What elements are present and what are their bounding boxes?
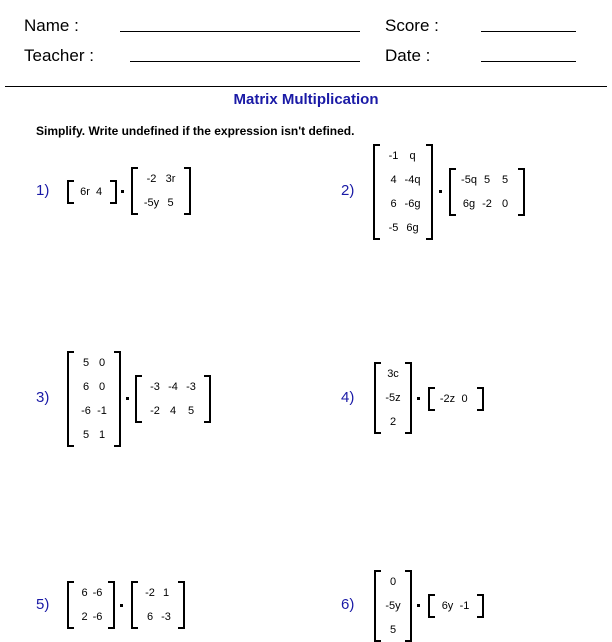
matrix-cell: 0 xyxy=(501,198,509,210)
matrix-cell: -2 xyxy=(150,405,160,417)
bracket-right xyxy=(114,351,121,447)
matrix-cell: -3 xyxy=(186,381,196,393)
matrix-cell: 5 xyxy=(82,429,90,441)
matrix-cell: 4 xyxy=(95,186,103,198)
bracket-right xyxy=(204,375,211,423)
instructions: Simplify. Write undefined if the expression isn't defined. xyxy=(36,124,355,138)
bracket-left xyxy=(131,581,138,629)
problem-number: 1) xyxy=(36,182,50,199)
bracket-left xyxy=(135,375,142,423)
matrix-cell: 4 xyxy=(169,405,177,417)
matrix-cell: -4q xyxy=(404,174,421,186)
page-title: Matrix Multiplication xyxy=(233,91,379,108)
problem-3-left-matrix xyxy=(67,351,121,447)
problem-5-left-matrix xyxy=(67,581,115,629)
problem-2-left-matrix xyxy=(373,144,433,240)
multiply-dot xyxy=(417,397,420,400)
matrix-cell: 3r xyxy=(165,173,176,185)
multiply-dot xyxy=(417,604,420,607)
bracket-right xyxy=(518,168,525,216)
bracket-left xyxy=(428,594,435,618)
matrix-cell: 5 xyxy=(82,357,90,369)
matrix-cell: 5 xyxy=(389,624,397,636)
multiply-dot xyxy=(126,397,129,400)
problem-3-right-matrix xyxy=(135,375,211,423)
matrix-cell: -5y xyxy=(143,197,160,209)
bracket-right xyxy=(405,570,412,642)
matrix-cell: 6 xyxy=(81,587,88,599)
matrix-cell: -6 xyxy=(92,587,103,599)
matrix-cell: q xyxy=(409,150,416,162)
matrix-cell: 4 xyxy=(390,174,397,186)
problem-number: 6) xyxy=(341,596,355,613)
problem-number: 2) xyxy=(341,182,355,199)
bracket-left xyxy=(449,168,456,216)
score-label: Score : xyxy=(385,16,439,35)
problem-6-right-matrix xyxy=(428,594,484,618)
problem-number: 5) xyxy=(36,596,50,613)
matrix-cell: 1 xyxy=(162,587,170,599)
bracket-right xyxy=(184,167,191,215)
problem-6-left-matrix xyxy=(374,570,412,642)
matrix-cell: -3 xyxy=(161,611,171,623)
multiply-dot xyxy=(120,604,123,607)
bracket-right xyxy=(178,581,185,629)
matrix-cell: 0 xyxy=(389,576,397,588)
date-line[interactable] xyxy=(481,61,576,62)
matrix-cell: 0 xyxy=(461,393,468,405)
matrix-cell: 6g xyxy=(406,222,419,234)
matrix-cell: 6r xyxy=(80,186,90,198)
matrix-cell: 6 xyxy=(82,381,90,393)
matrix-cell: 6 xyxy=(146,611,154,623)
matrix-cell: -1 xyxy=(97,405,107,417)
matrix-cell: -1 xyxy=(388,150,399,162)
matrix-cell: 3c xyxy=(387,368,399,380)
problem-number: 3) xyxy=(36,389,50,406)
multiply-dot xyxy=(439,190,442,193)
matrix-cell: 5 xyxy=(167,197,174,209)
bracket-right xyxy=(426,144,433,240)
bracket-left xyxy=(67,581,74,629)
matrix-cell: -5q xyxy=(461,174,477,186)
bracket-left xyxy=(374,570,381,642)
teacher-line[interactable] xyxy=(130,61,360,62)
matrix-cell: 2 xyxy=(389,416,397,428)
bracket-left xyxy=(373,144,380,240)
bracket-left xyxy=(131,167,138,215)
date-label: Date : xyxy=(385,46,431,65)
problem-4-right-matrix xyxy=(428,387,484,411)
matrix-cell: -5z xyxy=(385,392,401,404)
bracket-left xyxy=(428,387,435,411)
matrix-cell: -2z xyxy=(439,393,456,405)
matrix-cell: 1 xyxy=(98,429,106,441)
matrix-cell: -2 xyxy=(146,173,157,185)
bracket-right xyxy=(110,180,117,204)
matrix-cell: -4 xyxy=(168,381,178,393)
name-line[interactable] xyxy=(120,31,360,32)
matrix-cell: -6 xyxy=(92,611,103,623)
matrix-cell: -3 xyxy=(150,381,160,393)
name-label: Name : xyxy=(24,16,79,35)
matrix-cell: -6g xyxy=(404,198,421,210)
matrix-cell: -5y xyxy=(385,600,401,612)
problem-5-right-matrix xyxy=(131,581,185,629)
matrix-cell: 5 xyxy=(187,405,195,417)
problem-4-left-matrix xyxy=(374,362,412,434)
matrix-cell: -5 xyxy=(388,222,399,234)
multiply-dot xyxy=(121,190,124,193)
teacher-label: Teacher : xyxy=(24,46,94,65)
bracket-right xyxy=(477,594,484,618)
matrix-cell: 0 xyxy=(98,381,106,393)
problem-1-left-matrix xyxy=(67,180,117,204)
bracket-right xyxy=(108,581,115,629)
bracket-left xyxy=(67,180,74,204)
matrix-cell: -6 xyxy=(81,405,91,417)
matrix-cell: -2 xyxy=(482,198,492,210)
matrix-cell: 6g xyxy=(462,198,476,210)
matrix-cell: 6 xyxy=(390,198,397,210)
header-divider xyxy=(5,86,607,87)
matrix-cell: -2 xyxy=(145,587,155,599)
bracket-right xyxy=(477,387,484,411)
bracket-right xyxy=(405,362,412,434)
matrix-cell: 2 xyxy=(81,611,88,623)
bracket-left xyxy=(374,362,381,434)
problem-1-right-matrix xyxy=(131,167,191,215)
matrix-cell: 5 xyxy=(501,174,509,186)
matrix-cell: 5 xyxy=(483,174,491,186)
problem-2-right-matrix xyxy=(449,168,525,216)
matrix-cell: 6y xyxy=(441,600,454,612)
matrix-cell: -1 xyxy=(459,600,470,612)
score-line[interactable] xyxy=(481,31,576,32)
problem-number: 4) xyxy=(341,389,355,406)
bracket-left xyxy=(67,351,74,447)
matrix-cell: 0 xyxy=(98,357,106,369)
